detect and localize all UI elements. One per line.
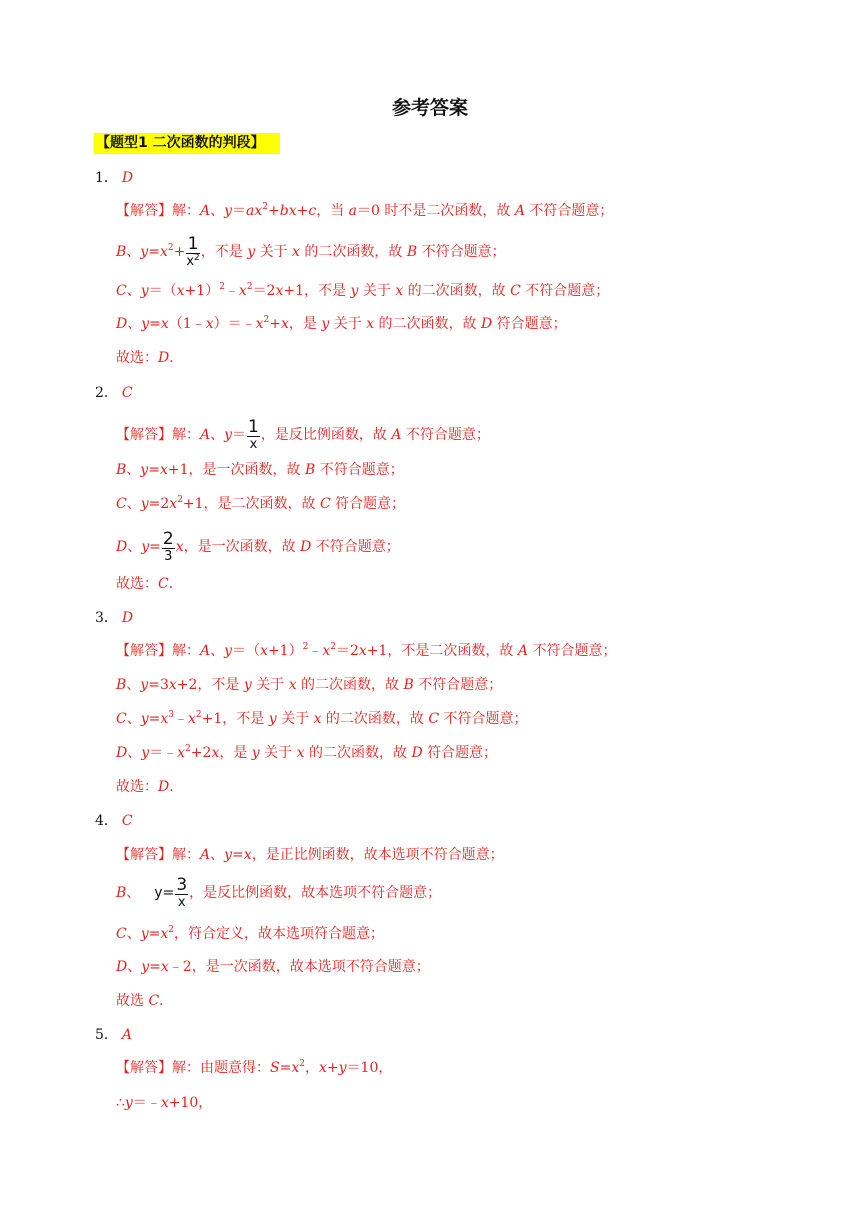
answer-letter: C	[121, 385, 133, 401]
answer-letter: D	[121, 610, 134, 626]
answer-letter: D	[121, 170, 134, 186]
question-number: 5．	[95, 1027, 118, 1043]
solution-line: 【解答】解：A、$y=(x+1)^2﹣x^2=2x+1$，不是二次函数，故 A 不符合题意；	[116, 642, 617, 659]
section-heading: 【题型1 二次函数的判段】	[94, 133, 280, 154]
solution-line: C、$y=x^2$，符合定义，故本选项符合题意；	[116, 925, 385, 942]
solution-line: 【解答】解：A、$y=ax^2+bx+c$，当 a＝0 时不是二次函数，故 A 不符合题意；	[116, 202, 614, 219]
solution-line: C、$y=x^3﹣x^2+1$，不是 y 关于 x 的二次函数，故 C 不符合题意；	[116, 710, 528, 727]
question-1-header	[95, 168, 133, 188]
question-number: 2．	[95, 385, 118, 401]
question-3-header	[95, 608, 133, 628]
page-title: 参考答案	[391, 97, 468, 119]
solution-line: B、 y= $\frac{3}{x}$ ，是反比例函数，故本选项不符合题意；	[116, 875, 442, 910]
solution-conclusion: 故选：D．	[116, 779, 184, 795]
solution-line: B、y=x+1，是一次函数，故 B 不符合题意；	[116, 462, 404, 478]
fraction: $\frac{1}{x}$	[248, 417, 259, 452]
solution-line: B、y=3x+2，不是 y 关于 x 的二次函数，故 B 不符合题意；	[116, 677, 503, 693]
solution-line: B、$y=x^2+$ $\frac{1}{x^2}$ ，不是 y 关于 x 的二次函数，故 B 不符合题意；	[116, 234, 506, 269]
solution-conclusion: 故选：D．	[116, 350, 184, 366]
solution-conclusion: 故选 C．	[116, 993, 174, 1009]
solution-line: 【解答】解：由题意得：$S=x^2$，x+y＝10，	[116, 1059, 393, 1076]
fraction: $\frac{3}{x}$	[176, 875, 188, 910]
answer-letter: A	[121, 1027, 133, 1043]
solution-line: C、$y=2x^2+1$，是二次函数，故 C 符合题意；	[116, 495, 406, 512]
solution-line: D、y=x﹣2，是一次函数，故本选项不符合题意；	[116, 959, 430, 975]
question-number: 1．	[95, 170, 118, 186]
solution-line: D、$y=﹣x^2+2x$，是 y 关于 x 的二次函数，故 D 符合题意；	[116, 744, 498, 761]
fraction: $\frac{1}{x^2}$	[186, 234, 200, 269]
fraction: $\frac{2}{3}$	[162, 529, 174, 564]
solution-line: D、$y=x(1﹣x)=﹣x^2+x$，是 y 关于 x 的二次函数，故 D 符合题意；	[116, 315, 567, 332]
solution-line: 【解答】解：A、y=x，是正比例函数，故本选项不符合题意；	[116, 847, 504, 863]
solution-line: D、y= $\frac{2}{3}$ x，是一次函数，故 D 不符合题意；	[116, 529, 400, 564]
answer-letter: C	[121, 813, 133, 829]
question-number: 3．	[95, 610, 118, 626]
solution-line: 【解答】解：A、y＝ $\frac{1}{x}$ ，是反比例函数，故 A 不符合题意；	[116, 417, 490, 452]
solution-line: C、$y=(x+1)^2﹣x^2=2x+1$，不是 y 关于 x 的二次函数，故 C 不符合题意；	[116, 282, 610, 299]
question-4-header	[95, 811, 133, 831]
solution-line: ∴y＝﹣x+10，	[116, 1095, 213, 1111]
question-2-header	[95, 383, 133, 403]
question-number: 4．	[95, 813, 118, 829]
solution-conclusion: 故选：C．	[116, 576, 183, 592]
question-5-header	[95, 1025, 132, 1045]
